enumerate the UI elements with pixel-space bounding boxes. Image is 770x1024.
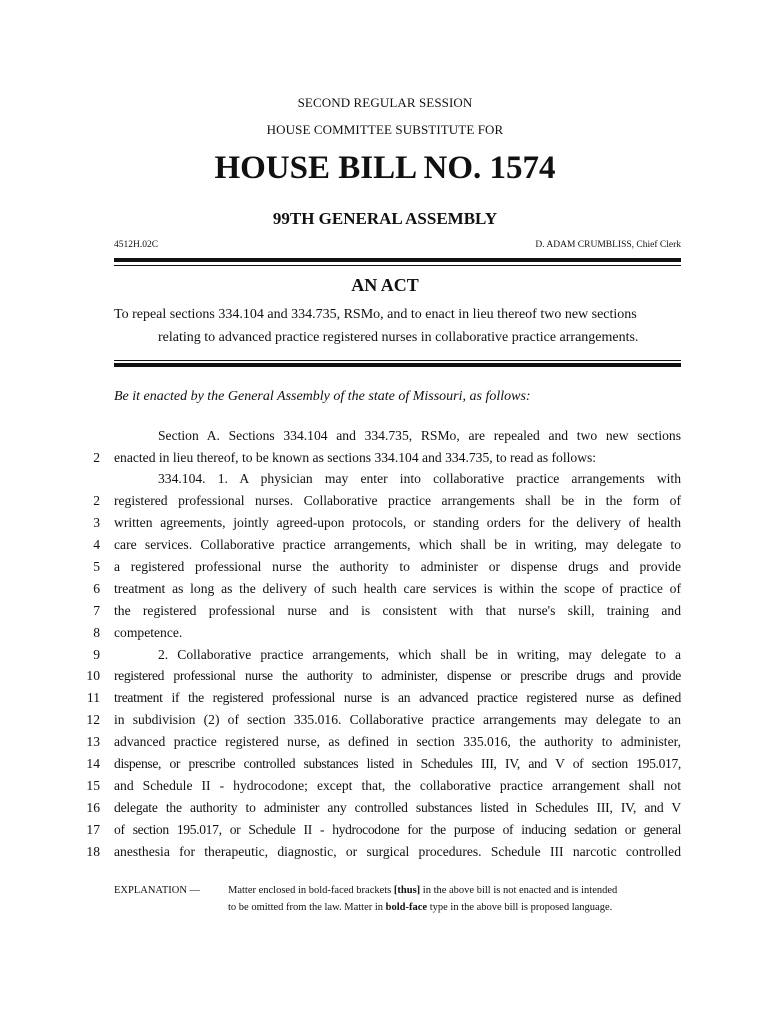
bill-line: registered professional nurse the authority to administer, dispense or prescribe drugs and provide [114, 668, 681, 683]
explanation-line1 [228, 885, 683, 896]
explanation-boldface-example: bold-face [385, 902, 428, 913]
bill-line: enacted in lieu thereof, to be known as sections 334.104 and 334.735, to read as follows: [114, 450, 597, 465]
bill-line: competence. [114, 625, 183, 640]
bill-line: care services. Collaborative practice arrangements, which shall be in writing, may delegate to [114, 537, 681, 552]
bill-code: 4512H.02C [114, 240, 159, 250]
line-number: 8 [93, 625, 100, 640]
line-number: 12 [86, 712, 100, 727]
explanation-text: in the above bill is not enacted and is intended [420, 885, 618, 896]
bill-line: 2. Collaborative practice arrangements, which shall be in writing, may delegate to a [158, 647, 681, 662]
header-rule-thin [114, 265, 681, 266]
line-number: 17 [86, 822, 100, 837]
bill-line: advanced practice registered nurse, as defined in section 335.016, the authority to administer, [114, 734, 681, 749]
line-number: 9 [93, 647, 100, 662]
enacting-clause: Be it enacted by the General Assembly of the state of Missouri, as follows: [114, 389, 531, 404]
explanation-text: type in the above bill is proposed language. [427, 902, 613, 913]
bill-line: dispense, or prescribe controlled substances listed in Schedules III, IV, and V of section 195.017, [114, 756, 681, 771]
explanation-text: Matter enclosed in bold-faced brackets [228, 885, 394, 896]
bill-title: HOUSE BILL NO. 1574 [214, 150, 556, 186]
session-label: SECOND REGULAR SESSION [297, 95, 473, 110]
line-number: 14 [86, 756, 100, 771]
bill-line: written agreements, jointly agreed-upon protocols, or standing orders for the delivery of health [114, 515, 681, 530]
line-number: 13 [86, 734, 100, 749]
assembly-label: 99TH GENERAL ASSEMBLY [272, 209, 498, 228]
act-rule-thick [114, 363, 681, 367]
bill-line: Section A. Sections 334.104 and 334.735, RSMo, are repealed and two new sections [158, 428, 681, 443]
line-number: 7 [93, 603, 100, 618]
line-number: 2 [93, 493, 100, 508]
bill-line: treatment if the registered professional nurse is an advanced practice registered nurse as defined [114, 690, 681, 705]
header-rule-thick [114, 258, 681, 262]
act-heading: AN ACT [351, 275, 419, 295]
line-number: 16 [86, 800, 100, 815]
substitute-label: HOUSE COMMITTEE SUBSTITUTE FOR [266, 122, 504, 137]
line-number: 15 [86, 778, 100, 793]
act-purpose-line2: relating to advanced practice registered nurses in collaborative practice arrangements. [158, 330, 639, 345]
bill-line: of section 195.017, or Schedule II - hydrocodone for the purpose of inducing sedation or general [114, 822, 681, 837]
line-number: 10 [86, 668, 100, 683]
explanation-line2 [228, 902, 683, 913]
act-rule-thin [114, 360, 681, 361]
bill-line: delegate the authority to administer any controlled substances listed in Schedules III, IV, and V [114, 800, 681, 815]
line-number: 18 [86, 844, 100, 859]
line-number: 2 [93, 450, 100, 465]
bill-line: treatment as long as the delivery of such health care services is within the scope of practice of [114, 581, 681, 596]
bill-line: a registered professional nurse the authority to administer or dispense drugs and provide [114, 559, 681, 574]
bill-line: the registered professional nurse and is consistent with that nurse's skill, training and [114, 603, 681, 618]
line-number: 3 [93, 515, 100, 530]
act-purpose-line1: To repeal sections 334.104 and 334.735, RSMo, and to enact in lieu thereof two new sections [114, 307, 637, 322]
line-number: 5 [93, 559, 100, 574]
line-number: 4 [93, 537, 100, 552]
explanation-label: EXPLANATION — [114, 885, 201, 896]
bill-line: registered professional nurses. Collaborative practice arrangements shall be in the form of [114, 493, 681, 508]
explanation-text: to be omitted from the law. Matter in [228, 902, 386, 913]
bill-line: 334.104. 1. A physician may enter into collaborative practice arrangements with [158, 471, 681, 486]
bill-line: and Schedule II - hydrocodone; except that, the collaborative practice arrangement shall not [114, 778, 681, 793]
line-number: 11 [86, 690, 100, 705]
clerk-name: D. ADAM CRUMBLISS, Chief Clerk [535, 240, 681, 250]
bill-line: anesthesia for therapeutic, diagnostic, or surgical procedures. Schedule III narcotic controlled [114, 844, 681, 859]
bill-line: in subdivision (2) of section 335.016. Collaborative practice arrangements may delegate to an [114, 712, 681, 727]
line-number: 6 [93, 581, 100, 596]
explanation-bracket-example: [thus] [393, 885, 421, 896]
